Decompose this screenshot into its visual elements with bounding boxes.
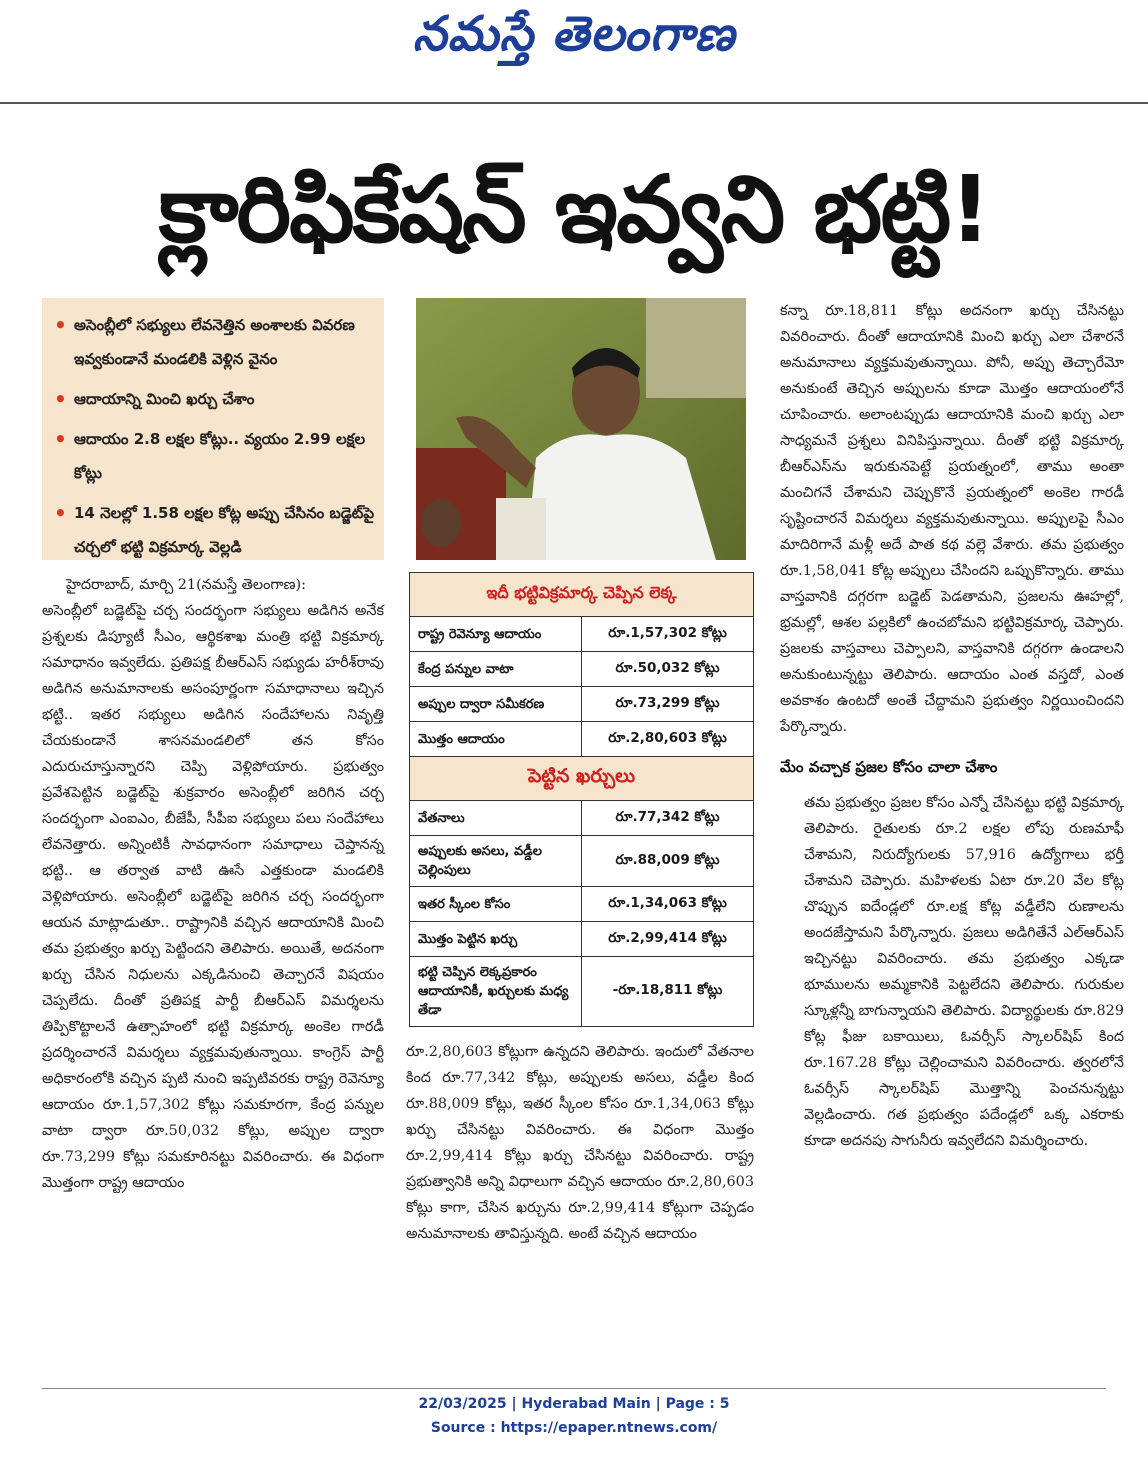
table-title: ఇదీ భట్టివిక్రమార్క చెప్పిన లెక్క [410,573,753,617]
bottom-rule [42,1388,1106,1389]
highlights-box [42,298,384,560]
highlight-item: • 14 నెలల్లో 1.58 లక్షల కోట్ల అప్పు చేసినం బడ్జెట్‌పై చర్చలో భట్టి విక్రమార్క వెల్లడి [54,496,376,564]
masthead [0,0,1148,104]
highlight-item: • అసెంబ్లీలో సభ్యులు లేవనెత్తిన అంశాలకు వివరణ ఇవ్వకుండానే మండలికి వెళ్లిన వైనం [54,308,376,376]
table-row: రాష్ట్ర రెవెన్యూ ఆదాయం రూ.1,57,302 కోట్లు [410,617,753,652]
budget-table [409,572,754,1027]
highlight-item: • ఆదాయం 2.8 లక్షల కోట్లు.. వ్యయం 2.99 లక్షల కోట్లు [54,422,376,490]
article-column-left [42,572,384,1196]
headline: క్లారిఫికేషన్ ఇవ్వని భట్టి! [158,156,990,263]
bullet-icon: • [54,427,67,451]
masthead-rule [0,102,1148,104]
table-row: కేంద్ర పన్నుల వాటా రూ.50,032 కోట్లు [410,652,753,687]
section-subheading: మేం వచ్చాక ప్రజల కోసం చాలా చేశాం [780,758,998,776]
table-row: వేతనాలు రూ.77,342 కోట్లు [410,801,753,836]
article-column-right [780,298,1124,1154]
article-column-middle [406,1039,754,1247]
table-row: అప్పులకు అసలు, వడ్డీల చెల్లింపులు రూ.88,009 కోట్లు [410,836,753,887]
table-row: ఇతర స్కీంల కోసం రూ.1,34,063 కోట్లు [410,887,753,922]
news-photo [416,298,746,560]
dateline: హైదరాబాద్, మార్చి 21(నమస్తే తెలంగాణ): [66,577,306,593]
bullet-icon: • [54,313,67,337]
footer-meta: 22/03/2025 | Hyderabad Main | Page : 5 [418,1396,730,1412]
table-row: అప్పుల ద్వారా సమీకరణ రూ.73,299 కోట్లు [410,687,753,722]
bullet-icon: • [54,387,67,411]
article-body: కన్నా రూ.18,811 కోట్లు అదనంగా ఖర్చు చేసినట్టు వివరించారు. దీంతో ఆదాయానికి మించి ఖర్చు ఎలా చేశారనే అనుమానాలు వ్యక్తమవుతున్నాయి. పోనీ, అప్పు తెచ్చారేమో అనుకుంటే తెచ్చిన అప్పులను కూడా మొత్తం ఆదాయంలోనే చూపించారు. అలాంటప్పుడు ఆదాయానికి మంచి ఖర్చు ఎలా సాధ్యమనే ప్రశ్నలు వినిపిస్తున్నాయి. దీంతో భట్టి విక్రమార్క బీఆర్‌ఎస్‌ను ఇరుకునపెట్టే ప్రయత్నంలో, తాము అంతా మంచిగనే చేశామని చెప్పుకొనే ప్రయత్నంలో అంకెల గారడీ సృష్టించారనే విమర్శలు వ్యక్తమవుతున్నాయి. అప్పులపై సీఎం మాదిరిగానే మళ్లీ అదే పాత కథ వల్లె వేశారు. తమ ప్రభుత్వం రూ.1,58,041 కోట్ల అప్పులు చేసిందని ఒప్పుకొన్నారు. తాము వాస్తవానికి దగ్గరగా బడ్జెట్ పెడతామని, ప్రజలను ఊహల్లో, భ్రమల్లో, ఆశల పల్లకిలో ఉంచబోమని భట్టివిక్రమార్క చెప్పారు. ప్రజలకు వాస్తవాలు చెప్పాలని, వాస్తవానికి దగ్గరగా ఉండాలని అనుకుంటున్నట్టు తెలిపారు. ఆదాయం ఎంత వస్తదో, ఎంత అవకాశం ఉంటదో అంతే చేద్దామని ప్రభుత్వం నిర్ణయించిందని పేర్కొన్నారు. [780,303,1124,735]
article-body: తమ ప్రభుత్వం ప్రజల కోసం ఎన్నో చేసినట్టు భట్టి విక్రమార్క తెలిపారు. రైతులకు రూ.2 లక్షల లోపు రుణమాఫీ చేశామని, నిరుద్యోగులకు 57,916 ఉద్యోగాలు భర్తీ చేశామని చెప్పారు. మహిళలకు ఏటా రూ.20 వేల కోట్ల చొప్పున ఐదేండ్లలో రూ.లక్ష కోట్ల వడ్డీలేని రుణాలను అందజేస్తామని పేర్కొన్నారు. ప్రజలు అడిగితేనే ఎల్‌ఆర్‌ఎస్ ఇచ్చినట్టు వివరించారు. తమ ప్రభుత్వం ఎక్కడా భూములను అమ్మకానికి పెట్టలేదని తెలిపారు. గురుకుల స్కూళ్లన్నీ బాగున్నాయని తెలిపారు. విద్యార్థులకు రూ.829 కోట్ల ఫీజు బకాయిలు, ఓవర్సీస్ స్కాలర్‌షిప్ కింద రూ.167.28 కోట్లు చెల్లించామని వివరించారు. త్వరలోనే ఓవర్సీస్ స్కాలర్‌షిప్ మొత్తాన్ని పెంచనున్నట్టు వెల్లడించారు. గత ప్రభుత్వం పదేండ్లలో ఒక్క ఎకరాకు కూడా అదనపు సాగునీరు ఇవ్వలేదని విమర్శించారు. [804,795,1124,1149]
footer-source: Source : https://epaper.ntnews.com/ [430,1420,718,1436]
table-row: మొత్తం పెట్టిన ఖర్చు రూ.2,99,414 కోట్లు [410,922,753,957]
speaker-photo-illustration [416,298,746,560]
table-row: భట్టి చెప్పిన లెక్కప్రకారం ఆదాయానికీ, ఖర్చులకు మధ్య తేడా -రూ.18,811 కోట్లు [410,957,753,1026]
article-body: అసెంబ్లీలో బడ్జెట్‌పై చర్చ సందర్భంగా సభ్యులు అడిగిన అనేక ప్రశ్నలకు డిప్యూటీ సీఎం, ఆర్థికశాఖ మంత్రి భట్టి విక్రమార్క సమాధానం ఇవ్వలేదు. ప్రతిపక్ష బీఆర్‌ఎస్ సభ్యుడు హరీశ్‌రావు అడిగిన అనుమానాలకు అసంపూర్ణంగా సమాధానాలు ఇచ్చిన భట్టి.. ఇతర సభ్యులు అడిగిన సందేహాలను నివృత్తి చేయకుండానే శాసనమండలిలో తన కోసం ఎదురుచూస్తున్నారని చెప్పి వెళ్లిపోయారు. ప్రభుత్వం ప్రవేశపెట్టిన బడ్జెట్‌పై శుక్రవారం అసెంబ్లీలో జరిగిన చర్చ సందర్భంగా ఎంఐఎం, బీజేపీ, సీపీఐ సభ్యులు పలు సందేహాలు లేవనెత్తారు. అన్నింటికీ సావధానంగా సమాధాలు చెప్తానన్న భట్టి.. ఆ తర్వాత వాటి ఊసే ఎత్తకుండా మండలికి వెళ్లిపోయారు. అసెంబ్లీలో బడ్జెట్‌పై జరిగిన చర్చ సందర్భంగా ఆయన మాట్లాడుతూ.. రాష్ట్రానికి వచ్చిన ఆదాయానికి మించి తమ ప్రభుత్వం ఖర్చు పెట్టిందని తెలిపారు. అయితే, అదనంగా ఖర్చు చేసిన నిధులను ఎక్కడినుంచి తెచ్చారనే విషయం చెప్పలేదు. దీంతో ప్రతిపక్ష పార్టీ బీఆర్‌ఎస్ విమర్శలను తిప్పికొట్టాలనే ఉత్సాహంలో భట్టి విక్రమార్క అంకెల గారడీ ప్రదర్శించారనే విమర్శలు వ్యక్తమవుతున్నాయి. కాంగ్రెస్ పార్టీ అధికారంలోకి వచ్చిన ప్పటి నుంచి ఇప్పటివరకు రాష్ట్ర రెవెన్యూ ఆదాయం రూ.1,57,302 కోట్లు సమకూరగా, కేంద్ర పన్నుల వాటా ద్వారా రూ.50,032 కోట్లు, అప్పుల ద్వారా రూ.73,299 కోట్లు సమకూరినట్టు వివరించారు. ఈ విధంగా మొత్తంగా రాష్ట్ర ఆదాయం [42,603,384,1191]
bullet-icon: • [54,501,67,525]
highlight-item: • ఆదాయాన్ని మించి ఖర్చు చేశాం [54,382,376,416]
table-subtitle: పెట్టిన ఖర్చులు [410,757,753,801]
article-body: రూ.2,80,603 కోట్లుగా ఉన్నదని తెలిపారు. ఇందులో వేతనాల కింద రూ.77,342 కోట్లు, అప్పులకు అసలు, వడ్డీల కింద రూ.88,009 కోట్లు, ఇతర స్కీంల కోసం రూ.1,34,063 కోట్లు ఖర్చు చేసినట్టు వివరించారు. ఈ విధంగా మొత్తం రూ.2,99,414 కోట్లు ఖర్చు చేసినట్టు వివరించారు. రాష్ట్ర ప్రభుత్వానికి అన్ని విధాలుగా వచ్చిన ఆదాయం రూ.2,80,603 కోట్లు కాగా, చేసిన ఖర్చును రూ.2,99,414 కోట్లుగా చెప్పడం అనుమానాలకు తావిస్తున్నది. అంటే వచ్చిన ఆదాయం [406,1044,754,1242]
table-row: మొత్తం ఆదాయం రూ.2,80,603 కోట్లు [410,722,753,757]
masthead-logo: నమస్తే తెలంగాణ [412,6,736,62]
